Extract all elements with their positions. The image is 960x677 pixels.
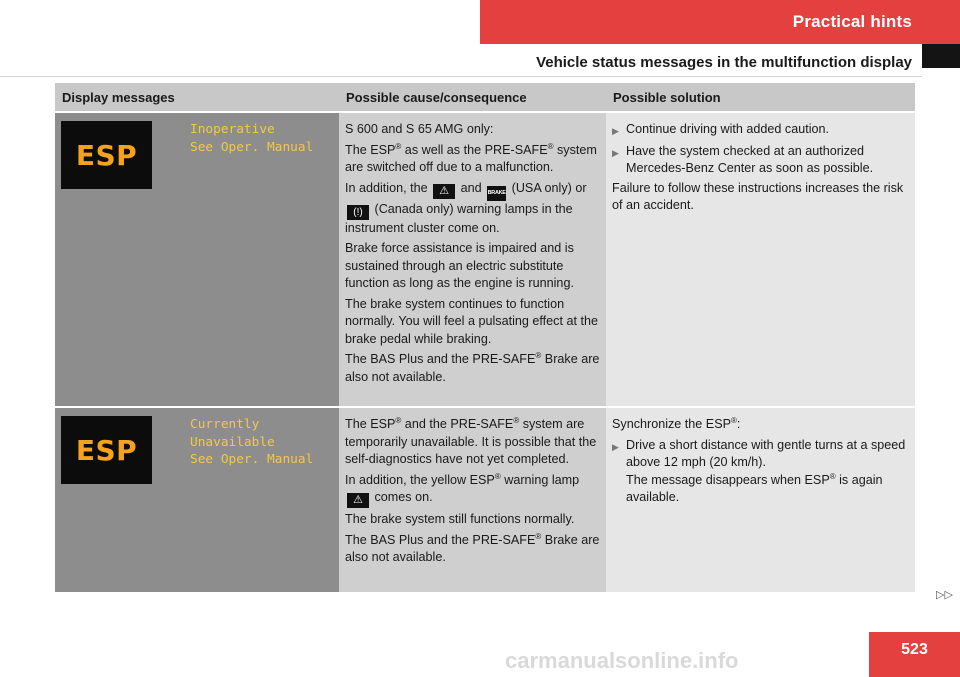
display-line: Unavailable [190,434,275,450]
cause-text: The brake system still functions normally. [345,512,575,526]
display-line: Currently [190,417,260,432]
table-row [55,111,915,406]
skid-warning-icon: ⚠ [347,493,369,508]
triangle-right-icon: ▶ [612,147,619,158]
esp-icon-label: ESP [75,433,138,467]
display-line: See Oper. Manual [190,139,314,155]
esp-warning-icon [61,416,152,484]
status-messages-table [55,83,915,592]
col-header-display: Display messages [62,90,175,105]
cause-cell [339,408,606,592]
cause-text: Brake force assistance is impaired and is sustained through an electric substitute function as long as the engine is running. [345,241,574,290]
display-line: See Oper. Manual [190,452,314,467]
table-row [55,406,915,592]
header-rule [0,76,922,77]
header-marker [922,44,960,68]
skid-warning-icon: ⚠ [433,184,455,199]
solution-cell [606,408,915,592]
list-item: ▶ Have the system checked at an authorized Mercedes-Benz Center as soon as possible. [612,143,909,178]
section-tab [480,0,960,44]
cause-text: The ESP® as well as the PRE-SAFE® system are switched off due to a malfunction. [345,141,597,174]
list-item: ▶ Drive a short distance with gentle turns at a speed above 12 mph (20 km/h). The message disappears when ESP® is again available. [612,437,909,507]
display-cell [55,408,339,592]
col-header-solution: Possible solution [613,90,721,105]
cause-text: S 600 and S 65 AMG only: [345,122,494,136]
display-message [190,121,313,156]
cause-cell [339,113,606,406]
cause-text: The brake system continues to function normally. You will feel a pulsating effect at the brake pedal while braking. [345,296,598,346]
triangle-right-icon: ▶ [612,441,619,452]
cause-text: The ESP® and the PRE-SAFE® system are temporarily unavailable. It is possible that the self-diagnostics have not yet completed. [345,416,597,466]
display-cell [55,113,339,406]
cause-text: In addition, the yellow ESP® warning lamp ⚠ comes on. [345,471,580,506]
section-title: Practical hints [792,12,912,31]
solution-text: Failure to follow these instructions increases the risk of an accident. [612,180,904,212]
triangle-right-icon: ▶ [612,126,619,136]
cause-text: In addition, the ⚠ and BRAKE (USA only) or (!) (Canada only) warning lamps in the instrument cluster come on. [345,180,587,235]
brake-circle-icon: (!) [347,205,369,220]
brake-warning-icon: BRAKE [487,186,506,201]
watermark: carmanualsonline.info [505,648,739,673]
table-header [55,83,915,111]
solution-text: Synchronize the ESP®: [612,416,741,431]
list-item: ▶ Continue driving with added caution. [612,121,909,141]
esp-warning-icon [61,121,152,189]
esp-icon-label: ESP [75,138,138,172]
col-header-cause: Possible cause/consequence [346,90,527,105]
solution-cell [606,113,915,406]
display-message [190,416,313,469]
page-subtitle: Vehicle status messages in the multifunction display [536,54,912,71]
cause-text: The BAS Plus and the PRE-SAFE® Brake are also not available. [345,531,600,564]
continued-marker: ▷▷ [936,589,953,601]
display-line: Inoperative [190,122,275,137]
page-number: 523 [869,632,960,677]
cause-text: The BAS Plus and the PRE-SAFE® Brake are also not available. [345,351,600,384]
